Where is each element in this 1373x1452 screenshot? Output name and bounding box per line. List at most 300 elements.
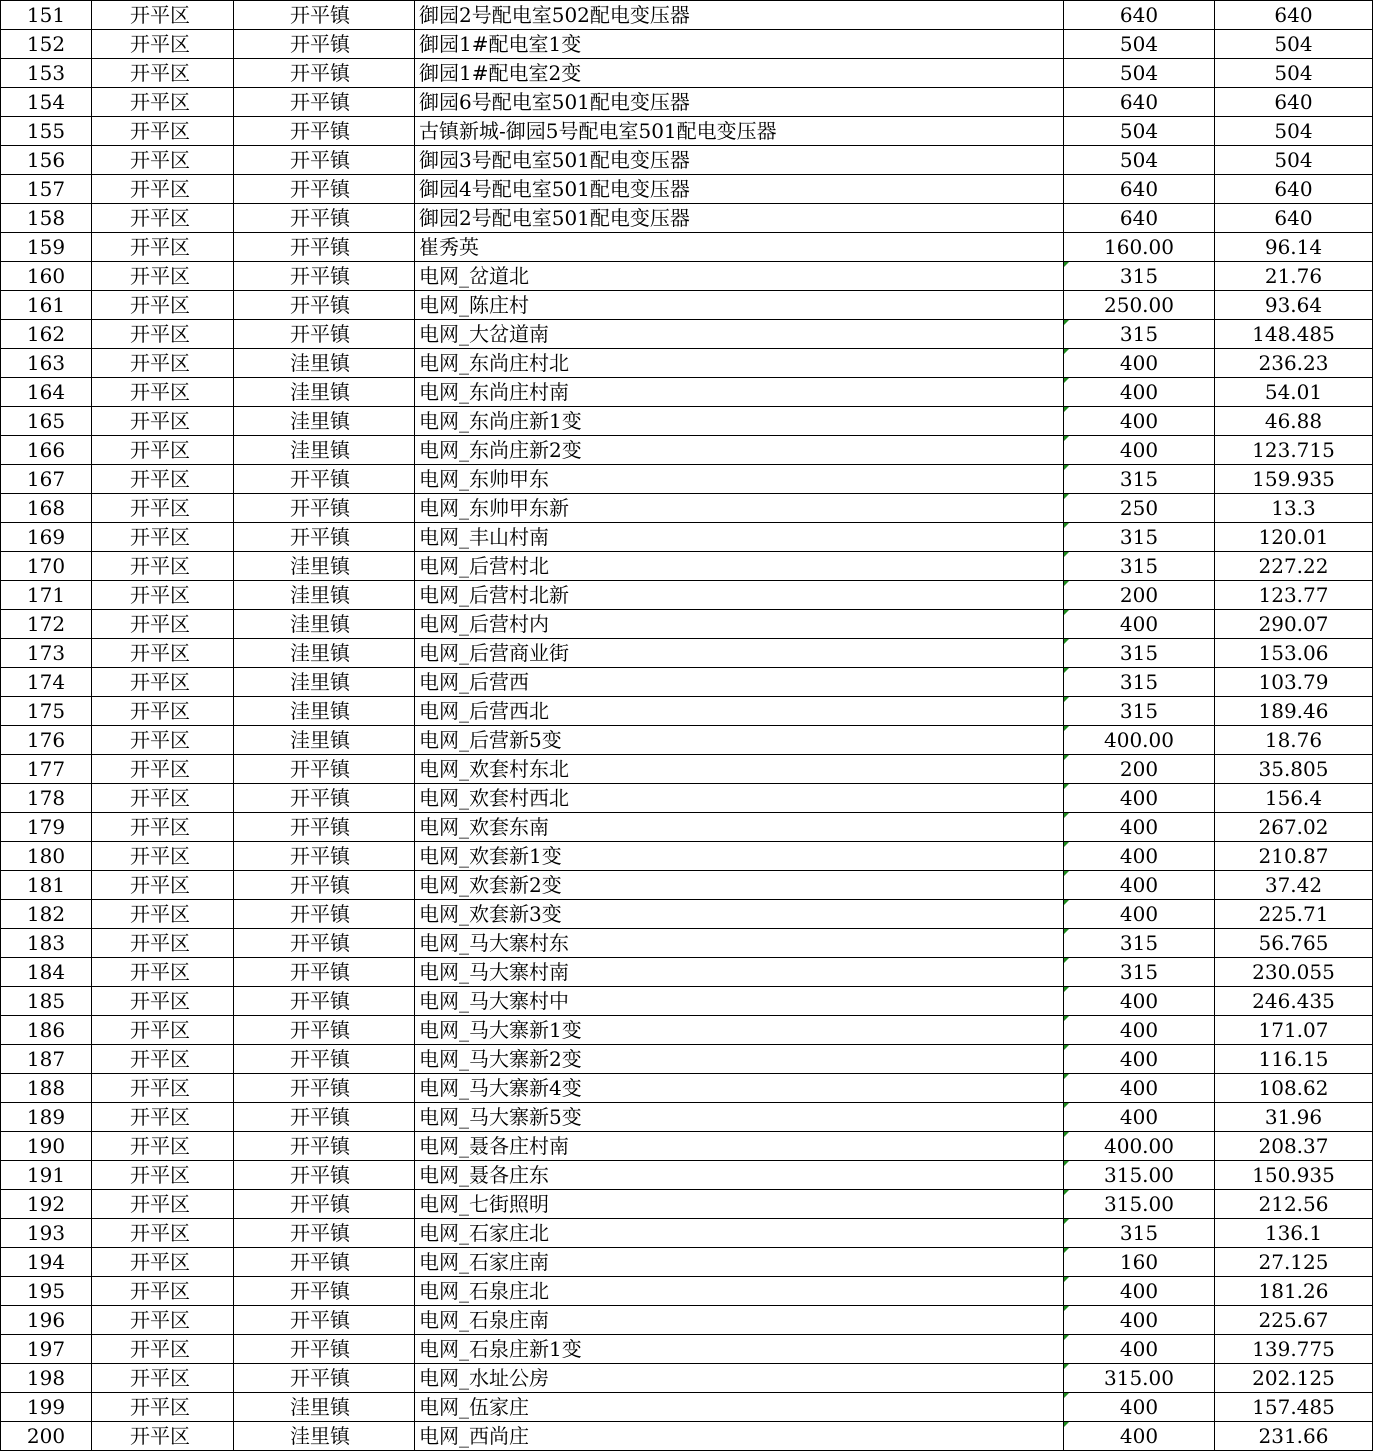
district-cell[interactable]: 开平区 [92, 30, 234, 59]
capacity-cell[interactable]: 315 [1064, 929, 1215, 958]
transformer-name-cell[interactable]: 电网_东尚庄新1变 [415, 407, 1064, 436]
row-number[interactable]: 172 [1, 610, 92, 639]
town-cell[interactable]: 开平镇 [234, 1132, 415, 1161]
load-cell[interactable]: 208.37 [1215, 1132, 1373, 1161]
capacity-cell[interactable]: 315 [1064, 552, 1215, 581]
district-cell[interactable]: 开平区 [92, 1, 234, 30]
load-cell[interactable]: 225.71 [1215, 900, 1373, 929]
district-cell[interactable]: 开平区 [92, 755, 234, 784]
row-number[interactable]: 190 [1, 1132, 92, 1161]
row-number[interactable]: 167 [1, 465, 92, 494]
transformer-name-cell[interactable]: 电网_后营西 [415, 668, 1064, 697]
town-cell[interactable]: 洼里镇 [234, 726, 415, 755]
load-cell[interactable]: 157.485 [1215, 1393, 1373, 1422]
capacity-cell[interactable]: 315.00 [1064, 1190, 1215, 1219]
district-cell[interactable]: 开平区 [92, 1161, 234, 1190]
town-cell[interactable]: 洼里镇 [234, 668, 415, 697]
transformer-name-cell[interactable]: 电网_石家庄北 [415, 1219, 1064, 1248]
capacity-cell[interactable]: 400 [1064, 987, 1215, 1016]
transformer-name-cell[interactable]: 电网_马大寨新4变 [415, 1074, 1064, 1103]
district-cell[interactable]: 开平区 [92, 581, 234, 610]
transformer-name-cell[interactable]: 御园2号配电室501配电变压器 [415, 204, 1064, 233]
load-cell[interactable]: 35.805 [1215, 755, 1373, 784]
capacity-cell[interactable]: 504 [1064, 30, 1215, 59]
capacity-cell[interactable]: 400 [1064, 784, 1215, 813]
row-number[interactable]: 196 [1, 1306, 92, 1335]
town-cell[interactable]: 开平镇 [234, 813, 415, 842]
capacity-cell[interactable]: 250.00 [1064, 291, 1215, 320]
district-cell[interactable]: 开平区 [92, 871, 234, 900]
district-cell[interactable]: 开平区 [92, 59, 234, 88]
load-cell[interactable]: 120.01 [1215, 523, 1373, 552]
capacity-cell[interactable]: 400 [1064, 1016, 1215, 1045]
town-cell[interactable]: 开平镇 [234, 1, 415, 30]
row-number[interactable]: 188 [1, 1074, 92, 1103]
district-cell[interactable]: 开平区 [92, 407, 234, 436]
capacity-cell[interactable]: 315.00 [1064, 1161, 1215, 1190]
town-cell[interactable]: 开平镇 [234, 958, 415, 987]
transformer-name-cell[interactable]: 电网_欢套新3变 [415, 900, 1064, 929]
district-cell[interactable]: 开平区 [92, 175, 234, 204]
transformer-name-cell[interactable]: 电网_欢套村西北 [415, 784, 1064, 813]
capacity-cell[interactable]: 315 [1064, 262, 1215, 291]
town-cell[interactable]: 洼里镇 [234, 407, 415, 436]
transformer-name-cell[interactable]: 电网_后营村北新 [415, 581, 1064, 610]
district-cell[interactable]: 开平区 [92, 233, 234, 262]
town-cell[interactable]: 开平镇 [234, 1277, 415, 1306]
town-cell[interactable]: 开平镇 [234, 1103, 415, 1132]
town-cell[interactable]: 洼里镇 [234, 552, 415, 581]
row-number[interactable]: 162 [1, 320, 92, 349]
town-cell[interactable]: 开平镇 [234, 204, 415, 233]
capacity-cell[interactable]: 400 [1064, 1074, 1215, 1103]
district-cell[interactable]: 开平区 [92, 813, 234, 842]
row-number[interactable]: 180 [1, 842, 92, 871]
capacity-cell[interactable]: 400.00 [1064, 726, 1215, 755]
town-cell[interactable]: 洼里镇 [234, 697, 415, 726]
district-cell[interactable]: 开平区 [92, 784, 234, 813]
district-cell[interactable]: 开平区 [92, 726, 234, 755]
town-cell[interactable]: 开平镇 [234, 871, 415, 900]
transformer-name-cell[interactable]: 电网_东尚庄村北 [415, 349, 1064, 378]
transformer-name-cell[interactable]: 电网_马大寨村南 [415, 958, 1064, 987]
town-cell[interactable]: 开平镇 [234, 291, 415, 320]
town-cell[interactable]: 洼里镇 [234, 1393, 415, 1422]
load-cell[interactable]: 156.4 [1215, 784, 1373, 813]
load-cell[interactable]: 640 [1215, 1, 1373, 30]
district-cell[interactable]: 开平区 [92, 987, 234, 1016]
district-cell[interactable]: 开平区 [92, 1219, 234, 1248]
capacity-cell[interactable]: 315 [1064, 320, 1215, 349]
row-number[interactable]: 182 [1, 900, 92, 929]
district-cell[interactable]: 开平区 [92, 1132, 234, 1161]
row-number[interactable]: 187 [1, 1045, 92, 1074]
capacity-cell[interactable]: 200 [1064, 581, 1215, 610]
town-cell[interactable]: 开平镇 [234, 30, 415, 59]
district-cell[interactable]: 开平区 [92, 291, 234, 320]
district-cell[interactable]: 开平区 [92, 204, 234, 233]
load-cell[interactable]: 136.1 [1215, 1219, 1373, 1248]
row-number[interactable]: 200 [1, 1422, 92, 1451]
capacity-cell[interactable]: 250 [1064, 494, 1215, 523]
load-cell[interactable]: 27.125 [1215, 1248, 1373, 1277]
town-cell[interactable]: 洼里镇 [234, 1422, 415, 1451]
transformer-name-cell[interactable]: 电网_后营村内 [415, 610, 1064, 639]
district-cell[interactable]: 开平区 [92, 1103, 234, 1132]
district-cell[interactable]: 开平区 [92, 668, 234, 697]
town-cell[interactable]: 开平镇 [234, 88, 415, 117]
row-number[interactable]: 199 [1, 1393, 92, 1422]
load-cell[interactable]: 171.07 [1215, 1016, 1373, 1045]
row-number[interactable]: 183 [1, 929, 92, 958]
capacity-cell[interactable]: 504 [1064, 146, 1215, 175]
district-cell[interactable]: 开平区 [92, 146, 234, 175]
load-cell[interactable]: 150.935 [1215, 1161, 1373, 1190]
capacity-cell[interactable]: 504 [1064, 117, 1215, 146]
town-cell[interactable]: 开平镇 [234, 494, 415, 523]
row-number[interactable]: 181 [1, 871, 92, 900]
town-cell[interactable]: 开平镇 [234, 1045, 415, 1074]
row-number[interactable]: 155 [1, 117, 92, 146]
town-cell[interactable]: 洼里镇 [234, 349, 415, 378]
row-number[interactable]: 179 [1, 813, 92, 842]
load-cell[interactable]: 181.26 [1215, 1277, 1373, 1306]
transformer-name-cell[interactable]: 电网_东帅甲东 [415, 465, 1064, 494]
capacity-cell[interactable]: 315 [1064, 639, 1215, 668]
transformer-name-cell[interactable]: 电网_欢套新2变 [415, 871, 1064, 900]
capacity-cell[interactable]: 315 [1064, 1219, 1215, 1248]
transformer-name-cell[interactable]: 电网_后营商业街 [415, 639, 1064, 668]
transformer-name-cell[interactable]: 御园2号配电室502配电变压器 [415, 1, 1064, 30]
capacity-cell[interactable]: 640 [1064, 1, 1215, 30]
transformer-name-cell[interactable]: 电网_马大寨村东 [415, 929, 1064, 958]
row-number[interactable]: 194 [1, 1248, 92, 1277]
load-cell[interactable]: 37.42 [1215, 871, 1373, 900]
town-cell[interactable]: 洼里镇 [234, 378, 415, 407]
load-cell[interactable]: 93.64 [1215, 291, 1373, 320]
town-cell[interactable]: 开平镇 [234, 929, 415, 958]
transformer-name-cell[interactable]: 电网_东尚庄新2变 [415, 436, 1064, 465]
capacity-cell[interactable]: 400 [1064, 1306, 1215, 1335]
capacity-cell[interactable]: 315.00 [1064, 1364, 1215, 1393]
district-cell[interactable]: 开平区 [92, 842, 234, 871]
transformer-name-cell[interactable]: 电网_东帅甲东新 [415, 494, 1064, 523]
transformer-name-cell[interactable]: 电网_欢套东南 [415, 813, 1064, 842]
capacity-cell[interactable]: 315 [1064, 697, 1215, 726]
capacity-cell[interactable]: 400 [1064, 1277, 1215, 1306]
town-cell[interactable]: 开平镇 [234, 1161, 415, 1190]
town-cell[interactable]: 开平镇 [234, 1219, 415, 1248]
capacity-cell[interactable]: 160.00 [1064, 233, 1215, 262]
district-cell[interactable]: 开平区 [92, 1335, 234, 1364]
district-cell[interactable]: 开平区 [92, 1045, 234, 1074]
transformer-name-cell[interactable]: 电网_欢套新1变 [415, 842, 1064, 871]
load-cell[interactable]: 504 [1215, 117, 1373, 146]
row-number[interactable]: 161 [1, 291, 92, 320]
transformer-name-cell[interactable]: 电网_石家庄南 [415, 1248, 1064, 1277]
town-cell[interactable]: 开平镇 [234, 465, 415, 494]
row-number[interactable]: 186 [1, 1016, 92, 1045]
row-number[interactable]: 198 [1, 1364, 92, 1393]
capacity-cell[interactable]: 400 [1064, 842, 1215, 871]
load-cell[interactable]: 230.055 [1215, 958, 1373, 987]
town-cell[interactable]: 开平镇 [234, 146, 415, 175]
row-number[interactable]: 157 [1, 175, 92, 204]
load-cell[interactable]: 189.46 [1215, 697, 1373, 726]
town-cell[interactable]: 洼里镇 [234, 610, 415, 639]
town-cell[interactable]: 开平镇 [234, 755, 415, 784]
row-number[interactable]: 168 [1, 494, 92, 523]
transformer-name-cell[interactable]: 电网_丰山村南 [415, 523, 1064, 552]
capacity-cell[interactable]: 640 [1064, 175, 1215, 204]
load-cell[interactable]: 231.66 [1215, 1422, 1373, 1451]
transformer-name-cell[interactable]: 电网_大岔道南 [415, 320, 1064, 349]
load-cell[interactable]: 236.23 [1215, 349, 1373, 378]
district-cell[interactable]: 开平区 [92, 929, 234, 958]
district-cell[interactable]: 开平区 [92, 88, 234, 117]
capacity-cell[interactable]: 200 [1064, 755, 1215, 784]
capacity-cell[interactable]: 400 [1064, 407, 1215, 436]
row-number[interactable]: 159 [1, 233, 92, 262]
town-cell[interactable]: 开平镇 [234, 1248, 415, 1277]
transformer-name-cell[interactable]: 古镇新城-御园5号配电室501配电变压器 [415, 117, 1064, 146]
load-cell[interactable]: 153.06 [1215, 639, 1373, 668]
district-cell[interactable]: 开平区 [92, 378, 234, 407]
town-cell[interactable]: 开平镇 [234, 175, 415, 204]
district-cell[interactable]: 开平区 [92, 494, 234, 523]
capacity-cell[interactable]: 315 [1064, 668, 1215, 697]
load-cell[interactable]: 46.88 [1215, 407, 1373, 436]
district-cell[interactable]: 开平区 [92, 1364, 234, 1393]
transformer-name-cell[interactable]: 电网_陈庄村 [415, 291, 1064, 320]
transformer-name-cell[interactable]: 电网_石泉庄南 [415, 1306, 1064, 1335]
town-cell[interactable]: 开平镇 [234, 842, 415, 871]
load-cell[interactable]: 96.14 [1215, 233, 1373, 262]
row-number[interactable]: 164 [1, 378, 92, 407]
row-number[interactable]: 185 [1, 987, 92, 1016]
capacity-cell[interactable]: 400 [1064, 1335, 1215, 1364]
row-number[interactable]: 163 [1, 349, 92, 378]
district-cell[interactable]: 开平区 [92, 958, 234, 987]
capacity-cell[interactable]: 400 [1064, 1045, 1215, 1074]
capacity-cell[interactable]: 400 [1064, 378, 1215, 407]
transformer-name-cell[interactable]: 御园6号配电室501配电变压器 [415, 88, 1064, 117]
load-cell[interactable]: 21.76 [1215, 262, 1373, 291]
district-cell[interactable]: 开平区 [92, 1190, 234, 1219]
district-cell[interactable]: 开平区 [92, 117, 234, 146]
row-number[interactable]: 154 [1, 88, 92, 117]
load-cell[interactable]: 504 [1215, 59, 1373, 88]
town-cell[interactable]: 开平镇 [234, 523, 415, 552]
row-number[interactable]: 166 [1, 436, 92, 465]
town-cell[interactable]: 洼里镇 [234, 639, 415, 668]
row-number[interactable]: 160 [1, 262, 92, 291]
row-number[interactable]: 153 [1, 59, 92, 88]
load-cell[interactable]: 202.125 [1215, 1364, 1373, 1393]
transformer-name-cell[interactable]: 电网_七街照明 [415, 1190, 1064, 1219]
district-cell[interactable]: 开平区 [92, 1248, 234, 1277]
load-cell[interactable]: 159.935 [1215, 465, 1373, 494]
row-number[interactable]: 176 [1, 726, 92, 755]
transformer-name-cell[interactable]: 电网_石泉庄新1变 [415, 1335, 1064, 1364]
capacity-cell[interactable]: 400 [1064, 1103, 1215, 1132]
transformer-name-cell[interactable]: 电网_马大寨新2变 [415, 1045, 1064, 1074]
capacity-cell[interactable]: 400 [1064, 871, 1215, 900]
load-cell[interactable]: 504 [1215, 30, 1373, 59]
capacity-cell[interactable]: 640 [1064, 88, 1215, 117]
capacity-cell[interactable]: 400 [1064, 900, 1215, 929]
row-number[interactable]: 184 [1, 958, 92, 987]
town-cell[interactable]: 开平镇 [234, 262, 415, 291]
load-cell[interactable]: 18.76 [1215, 726, 1373, 755]
row-number[interactable]: 191 [1, 1161, 92, 1190]
capacity-cell[interactable]: 504 [1064, 59, 1215, 88]
district-cell[interactable]: 开平区 [92, 1393, 234, 1422]
town-cell[interactable]: 开平镇 [234, 987, 415, 1016]
load-cell[interactable]: 227.22 [1215, 552, 1373, 581]
district-cell[interactable]: 开平区 [92, 1074, 234, 1103]
district-cell[interactable]: 开平区 [92, 1306, 234, 1335]
district-cell[interactable]: 开平区 [92, 900, 234, 929]
district-cell[interactable]: 开平区 [92, 262, 234, 291]
row-number[interactable]: 156 [1, 146, 92, 175]
town-cell[interactable]: 开平镇 [234, 320, 415, 349]
row-number[interactable]: 177 [1, 755, 92, 784]
row-number[interactable]: 189 [1, 1103, 92, 1132]
district-cell[interactable]: 开平区 [92, 320, 234, 349]
load-cell[interactable]: 13.3 [1215, 494, 1373, 523]
transformer-name-cell[interactable]: 电网_石泉庄北 [415, 1277, 1064, 1306]
capacity-cell[interactable]: 400.00 [1064, 1132, 1215, 1161]
load-cell[interactable]: 103.79 [1215, 668, 1373, 697]
load-cell[interactable]: 56.765 [1215, 929, 1373, 958]
load-cell[interactable]: 212.56 [1215, 1190, 1373, 1219]
town-cell[interactable]: 开平镇 [234, 1364, 415, 1393]
row-number[interactable]: 165 [1, 407, 92, 436]
transformer-name-cell[interactable]: 电网_聂各庄东 [415, 1161, 1064, 1190]
transformer-name-cell[interactable]: 御园1#配电室2变 [415, 59, 1064, 88]
town-cell[interactable]: 开平镇 [234, 233, 415, 262]
load-cell[interactable]: 640 [1215, 88, 1373, 117]
district-cell[interactable]: 开平区 [92, 349, 234, 378]
town-cell[interactable]: 洼里镇 [234, 581, 415, 610]
load-cell[interactable]: 108.62 [1215, 1074, 1373, 1103]
row-number[interactable]: 170 [1, 552, 92, 581]
transformer-name-cell[interactable]: 电网_马大寨新1变 [415, 1016, 1064, 1045]
row-number[interactable]: 158 [1, 204, 92, 233]
row-number[interactable]: 173 [1, 639, 92, 668]
town-cell[interactable]: 开平镇 [234, 1335, 415, 1364]
row-number[interactable]: 195 [1, 1277, 92, 1306]
town-cell[interactable]: 开平镇 [234, 1190, 415, 1219]
capacity-cell[interactable]: 400 [1064, 349, 1215, 378]
row-number[interactable]: 151 [1, 1, 92, 30]
capacity-cell[interactable]: 315 [1064, 523, 1215, 552]
transformer-name-cell[interactable]: 电网_聂各庄村南 [415, 1132, 1064, 1161]
load-cell[interactable]: 640 [1215, 204, 1373, 233]
capacity-cell[interactable]: 400 [1064, 436, 1215, 465]
town-cell[interactable]: 开平镇 [234, 1306, 415, 1335]
town-cell[interactable]: 开平镇 [234, 117, 415, 146]
transformer-name-cell[interactable]: 御园3号配电室501配电变压器 [415, 146, 1064, 175]
transformer-name-cell[interactable]: 电网_伍家庄 [415, 1393, 1064, 1422]
district-cell[interactable]: 开平区 [92, 1422, 234, 1451]
row-number[interactable]: 175 [1, 697, 92, 726]
load-cell[interactable]: 31.96 [1215, 1103, 1373, 1132]
capacity-cell[interactable]: 400 [1064, 813, 1215, 842]
transformer-name-cell[interactable]: 电网_西尚庄 [415, 1422, 1064, 1451]
transformer-name-cell[interactable]: 电网_后营西北 [415, 697, 1064, 726]
row-number[interactable]: 152 [1, 30, 92, 59]
district-cell[interactable]: 开平区 [92, 552, 234, 581]
load-cell[interactable]: 225.67 [1215, 1306, 1373, 1335]
district-cell[interactable]: 开平区 [92, 639, 234, 668]
capacity-cell[interactable]: 315 [1064, 465, 1215, 494]
transformer-name-cell[interactable]: 电网_欢套村东北 [415, 755, 1064, 784]
transformer-name-cell[interactable]: 御园1#配电室1变 [415, 30, 1064, 59]
row-number[interactable]: 171 [1, 581, 92, 610]
load-cell[interactable]: 640 [1215, 175, 1373, 204]
town-cell[interactable]: 洼里镇 [234, 436, 415, 465]
district-cell[interactable]: 开平区 [92, 1277, 234, 1306]
capacity-cell[interactable]: 400 [1064, 1422, 1215, 1451]
district-cell[interactable]: 开平区 [92, 697, 234, 726]
load-cell[interactable]: 290.07 [1215, 610, 1373, 639]
transformer-name-cell[interactable]: 电网_后营新5变 [415, 726, 1064, 755]
load-cell[interactable]: 54.01 [1215, 378, 1373, 407]
row-number[interactable]: 178 [1, 784, 92, 813]
load-cell[interactable]: 210.87 [1215, 842, 1373, 871]
town-cell[interactable]: 开平镇 [234, 900, 415, 929]
capacity-cell[interactable]: 400 [1064, 610, 1215, 639]
town-cell[interactable]: 开平镇 [234, 1016, 415, 1045]
capacity-cell[interactable]: 400 [1064, 1393, 1215, 1422]
transformer-name-cell[interactable]: 电网_马大寨新5变 [415, 1103, 1064, 1132]
district-cell[interactable]: 开平区 [92, 436, 234, 465]
town-cell[interactable]: 开平镇 [234, 59, 415, 88]
row-number[interactable]: 174 [1, 668, 92, 697]
district-cell[interactable]: 开平区 [92, 1016, 234, 1045]
capacity-cell[interactable]: 315 [1064, 958, 1215, 987]
load-cell[interactable]: 148.485 [1215, 320, 1373, 349]
load-cell[interactable]: 123.715 [1215, 436, 1373, 465]
transformer-name-cell[interactable]: 电网_马大寨村中 [415, 987, 1064, 1016]
district-cell[interactable]: 开平区 [92, 523, 234, 552]
capacity-cell[interactable]: 160 [1064, 1248, 1215, 1277]
load-cell[interactable]: 116.15 [1215, 1045, 1373, 1074]
row-number[interactable]: 169 [1, 523, 92, 552]
district-cell[interactable]: 开平区 [92, 465, 234, 494]
load-cell[interactable]: 139.775 [1215, 1335, 1373, 1364]
load-cell[interactable]: 246.435 [1215, 987, 1373, 1016]
row-number[interactable]: 193 [1, 1219, 92, 1248]
transformer-name-cell[interactable]: 电网_水址公房 [415, 1364, 1064, 1393]
load-cell[interactable]: 504 [1215, 146, 1373, 175]
load-cell[interactable]: 123.77 [1215, 581, 1373, 610]
transformer-name-cell[interactable]: 电网_后营村北 [415, 552, 1064, 581]
transformer-name-cell[interactable]: 崔秀英 [415, 233, 1064, 262]
town-cell[interactable]: 开平镇 [234, 1074, 415, 1103]
transformer-name-cell[interactable]: 电网_岔道北 [415, 262, 1064, 291]
row-number[interactable]: 192 [1, 1190, 92, 1219]
district-cell[interactable]: 开平区 [92, 610, 234, 639]
load-cell[interactable]: 267.02 [1215, 813, 1373, 842]
town-cell[interactable]: 开平镇 [234, 784, 415, 813]
capacity-cell[interactable]: 640 [1064, 204, 1215, 233]
transformer-name-cell[interactable]: 电网_东尚庄村南 [415, 378, 1064, 407]
transformer-name-cell[interactable]: 御园4号配电室501配电变压器 [415, 175, 1064, 204]
row-number[interactable]: 197 [1, 1335, 92, 1364]
